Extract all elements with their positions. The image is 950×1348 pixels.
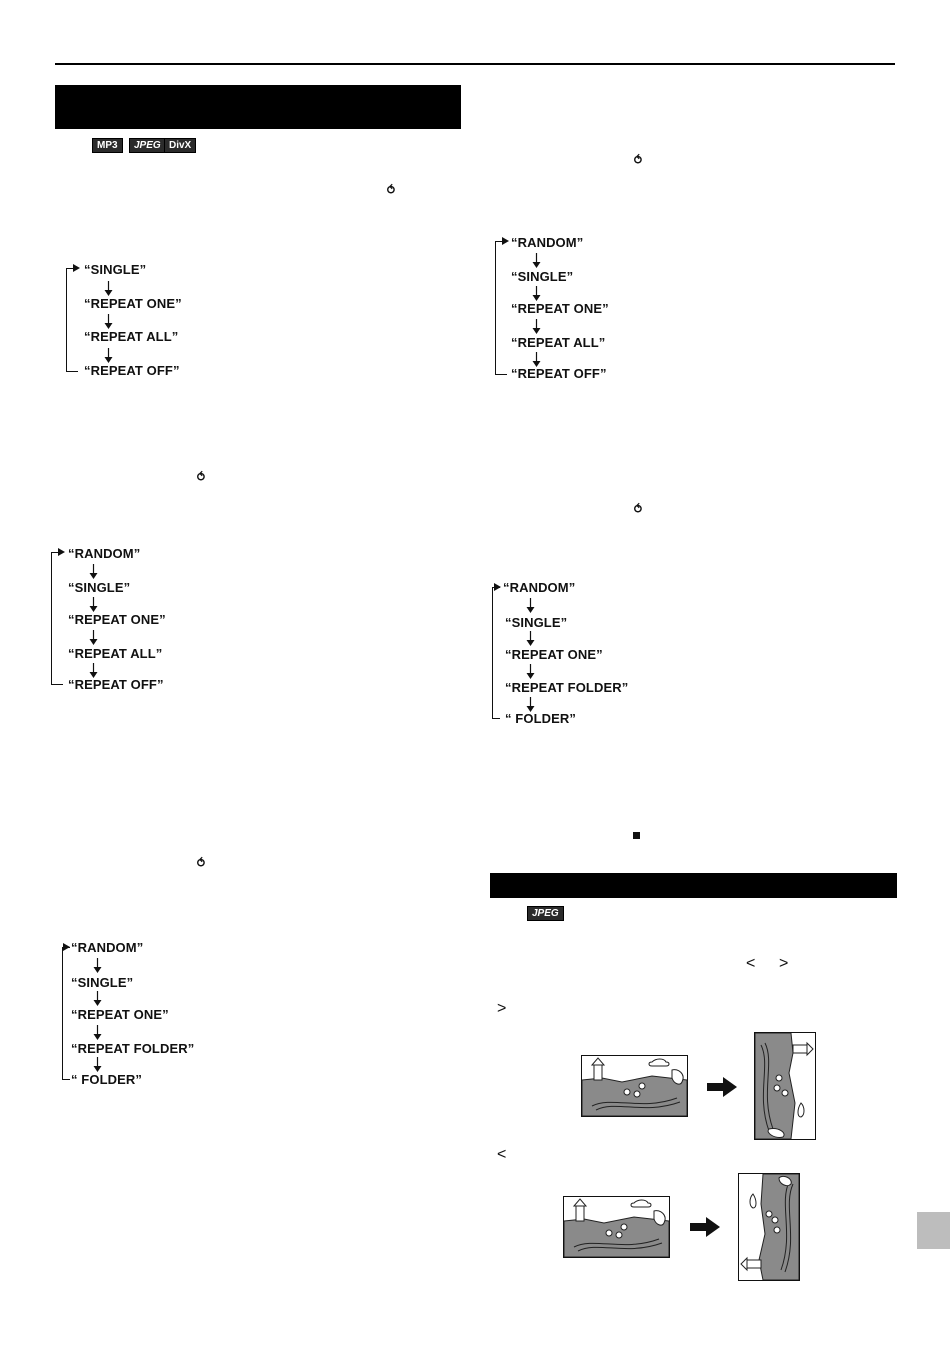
repeat-icon: ⥀ — [196, 856, 207, 870]
flow-item: “REPEAT OFF” — [68, 677, 164, 692]
section-heading-bar-right — [490, 873, 897, 898]
flow-item: “RANDOM” — [503, 580, 576, 595]
flow-item: “REPEAT ONE” — [511, 301, 609, 316]
repeat-icon: ⥀ — [633, 153, 644, 167]
picture-landscape — [581, 1055, 688, 1117]
flow-item: “RANDOM” — [68, 546, 141, 561]
repeat-icon: ⥀ — [386, 183, 397, 197]
picture-portrait — [754, 1032, 816, 1140]
flow-item: “SINGLE” — [68, 580, 131, 595]
flow-item: “SINGLE” — [511, 269, 574, 284]
mp3-badge: MP3 — [92, 138, 123, 153]
rotate-right-arrow-icon — [707, 1077, 737, 1097]
flow-item: “ FOLDER” — [71, 1072, 142, 1087]
flow-item: “REPEAT ALL” — [68, 646, 163, 661]
next-chevron: > — [497, 1000, 507, 1017]
next-chevron: > — [779, 955, 789, 972]
flow-item: “SINGLE” — [505, 615, 568, 630]
flow-item: “REPEAT ONE” — [505, 647, 603, 662]
top-rule — [55, 63, 895, 65]
flow-item: “REPEAT FOLDER” — [505, 680, 629, 695]
picture-landscape — [563, 1196, 670, 1258]
stop-icon — [633, 832, 640, 839]
flow-item: “SINGLE” — [71, 975, 134, 990]
flow-item: “REPEAT OFF” — [511, 366, 607, 381]
side-tab — [917, 1212, 950, 1249]
flow-item: “REPEAT ONE” — [68, 612, 166, 627]
prev-chevron: < — [746, 955, 756, 972]
rotate-left-arrow-icon — [690, 1217, 720, 1237]
flow-item: “SINGLE” — [84, 262, 147, 277]
jpeg-badge: JPEG — [527, 906, 564, 921]
repeat-icon: ⥀ — [633, 502, 644, 516]
flow-item: “RANDOM” — [511, 235, 584, 250]
prev-chevron: < — [497, 1146, 507, 1163]
flow-item: “ FOLDER” — [505, 711, 576, 726]
flow-item: “RANDOM” — [71, 940, 144, 955]
flow-item: “REPEAT ALL” — [511, 335, 606, 350]
flow-item: “REPEAT ALL” — [84, 329, 179, 344]
section-heading-bar-left — [55, 85, 461, 129]
flow-item: “REPEAT ONE” — [84, 296, 182, 311]
flow-item: “REPEAT ONE” — [71, 1007, 169, 1022]
flow-item: “REPEAT FOLDER” — [71, 1041, 195, 1056]
repeat-icon: ⥀ — [196, 470, 207, 484]
flow-item: “REPEAT OFF” — [84, 363, 180, 378]
jpeg-badge: JPEG — [129, 138, 166, 153]
picture-portrait — [738, 1173, 800, 1281]
divx-badge: DivX — [164, 138, 196, 153]
